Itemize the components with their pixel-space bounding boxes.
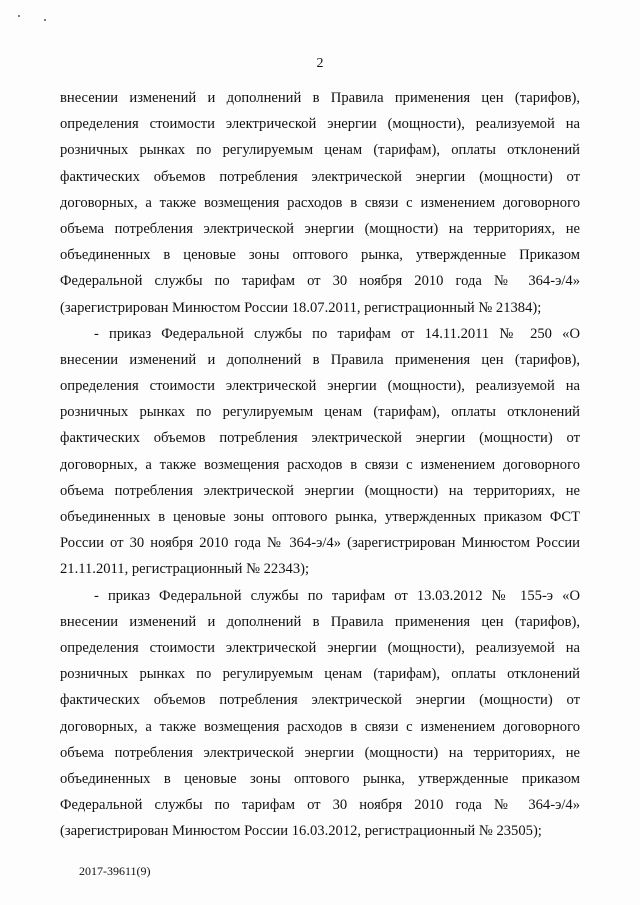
- text-line: розничных рынках по регулируемым ценам (тарифам), оплаты отклонений: [60, 142, 580, 159]
- text-line: объема потребления электрической энергии (мощности) на территориях, не: [60, 482, 580, 499]
- text-line: объединенных в ценовые зоны оптового рынка, утвержденные приказом: [60, 770, 580, 787]
- document-body: [60, 85, 580, 844]
- text-line: фактических объемов потребления электрической энергии (мощности) от: [60, 692, 580, 709]
- text-line: Федеральной службы по тарифам от 30 ноября 2010 года № 364-э/4»: [60, 797, 580, 814]
- text-line: договорных, а также возмещения расходов в связи с изменением договорного: [60, 194, 580, 211]
- text-line: внесении изменений и дополнений в Правила применения цен (тарифов),: [60, 351, 580, 368]
- text-line: розничных рынках по регулируемым ценам (тарифам), оплаты отклонений: [60, 666, 580, 683]
- text-line: - приказ Федеральной службы по тарифам от 13.03.2012 № 155-э «О: [94, 587, 580, 604]
- text-line: фактических объемов потребления электрической энергии (мощности) от: [60, 168, 580, 185]
- text-line: определения стоимости электрической энергии (мощности), реализуемой на: [60, 116, 580, 133]
- scan-speck: [18, 15, 20, 17]
- text-line: фактических объемов потребления электрической энергии (мощности) от: [60, 430, 580, 447]
- text-line: внесении изменений и дополнений в Правила применения цен (тарифов),: [60, 613, 580, 630]
- document-footer-code: 2017-39611(9): [79, 864, 151, 878]
- text-line: внесении изменений и дополнений в Правила применения цен (тарифов),: [60, 90, 580, 106]
- text-line: России от 30 ноября 2010 года № 364-э/4» (зарегистрирован Минюстом России: [60, 535, 580, 552]
- text-line: определения стоимости электрической энергии (мощности), реализуемой на: [60, 639, 580, 656]
- text-line: (зарегистрирован Минюстом России 18.07.2011, регистрационный № 21384);: [60, 299, 542, 316]
- text-line: (зарегистрирован Минюстом России 16.03.2012, регистрационный № 23505);: [60, 823, 542, 840]
- text-line: объема потребления электрической энергии (мощности) на территориях, не: [60, 220, 580, 237]
- text-line: розничных рынках по регулируемым ценам (тарифам), оплаты отклонений: [60, 404, 580, 421]
- page-number: 2: [316, 56, 324, 71]
- text-line: - приказ Федеральной службы по тарифам от 14.11.2011 № 250 «О: [94, 325, 580, 342]
- text-line: объединенных в ценовые зоны оптового рынка, утвержденных приказом ФСТ: [60, 509, 580, 525]
- text-line: определения стоимости электрической энергии (мощности), реализуемой на: [60, 378, 580, 395]
- scan-speck: [44, 19, 46, 21]
- text-line: объединенных в ценовые зоны оптового рынка, утвержденные Приказом: [60, 247, 580, 264]
- text-line: договорных, а также возмещения расходов в связи с изменением договорного: [60, 718, 580, 735]
- text-line: Федеральной службы по тарифам от 30 ноября 2010 года № 364-э/4»: [60, 273, 580, 290]
- text-line: 21.11.2011, регистрационный № 22343);: [60, 561, 310, 578]
- text-line: объема потребления электрической энергии (мощности) на территориях, не: [60, 744, 580, 761]
- text-line: договорных, а также возмещения расходов в связи с изменением договорного: [60, 456, 580, 473]
